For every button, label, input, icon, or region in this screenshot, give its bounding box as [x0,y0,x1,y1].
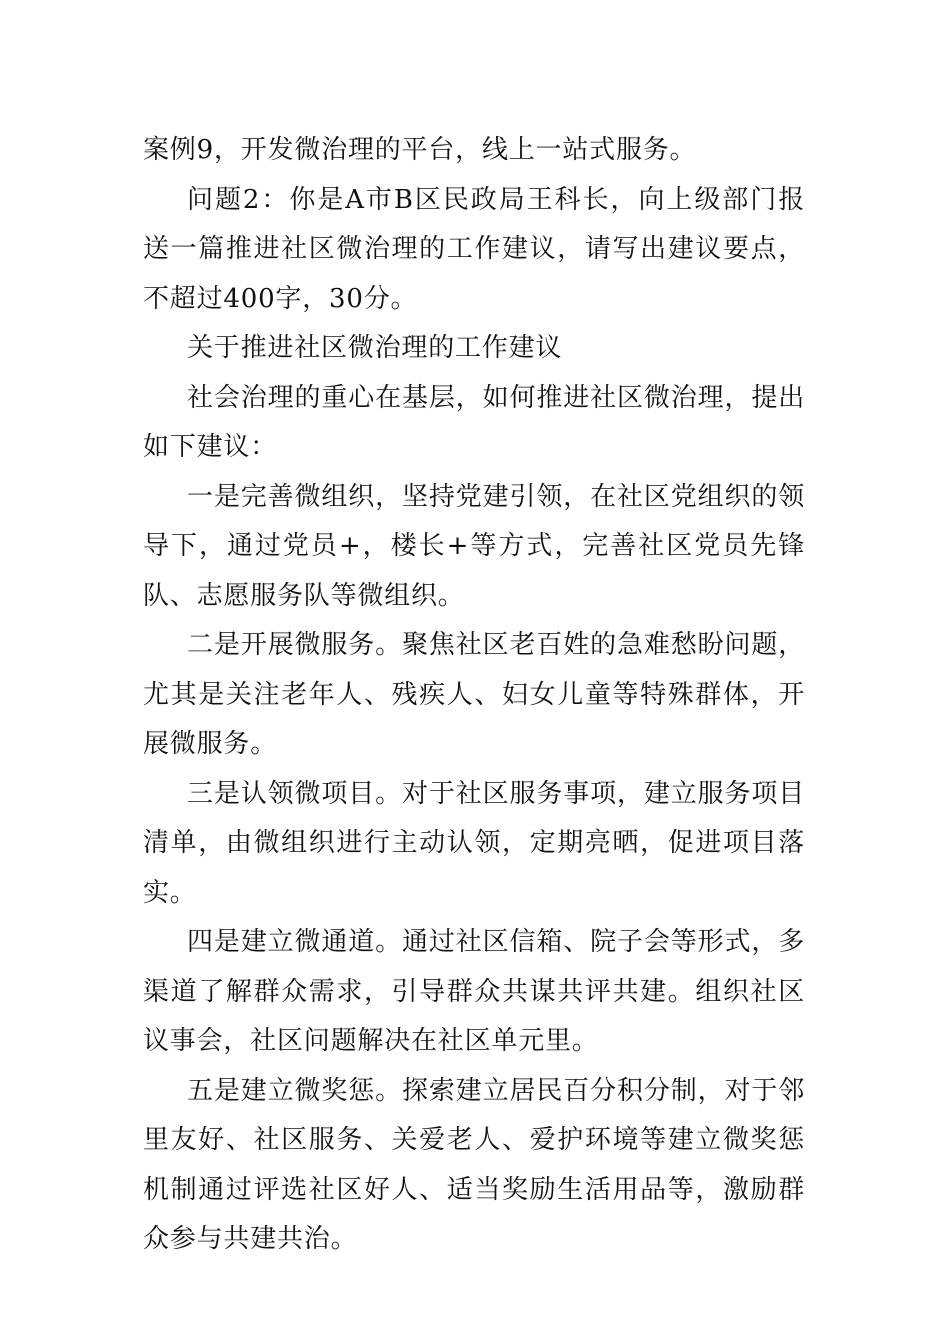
document-page [143,126,805,1265]
essay-title: 关于推进社区微治理的工作建议 [187,333,563,363]
point-1-paragraph: 一是完善微组织，坚持党建引领，在社区党组织的领导下，通过党员+，楼长+等方式，完善社区党员先锋队、志愿服务队等微组织。 [143,481,805,611]
point-2-paragraph: 二是开展微服务。聚焦社区老百姓的急难愁盼问题，尤其是关注老年人、残疾人、妇女儿童等特殊群体，开展微服务。 [143,630,805,759]
point-5-paragraph: 五是建立微奖惩。探索建立居民百分积分制，对于邻里友好、社区服务、关爱老人、爱护环境等建立微奖惩机制通过评选社区好人、适当奖励生活用品等，激励群众参与共建共治。 [143,1075,805,1254]
point-3-paragraph: 三是认领微项目。对于社区服务事项，建立服务项目清单，由微组织进行主动认领，定期亮晒，促进项目落实。 [143,778,805,908]
question-2-paragraph: 问题2：你是A市B区民政局王科长，向上级部门报送一篇推进社区微治理的工作建议，请写出建议要点，不超过400字，30分。 [143,184,805,314]
intro-paragraph: 社会治理的重心在基层，如何推进社区微治理，提出如下建议： [143,382,805,462]
point-4-paragraph: 四是建立微通道。通过社区信箱、院子会等形式，多渠道了解群众需求，引导群众共谋共评共建。组织社区议事会，社区问题解决在社区单元里。 [143,927,805,1056]
case-9-paragraph: 案例9，开发微治理的平台，线上一站式服务。 [143,135,697,165]
